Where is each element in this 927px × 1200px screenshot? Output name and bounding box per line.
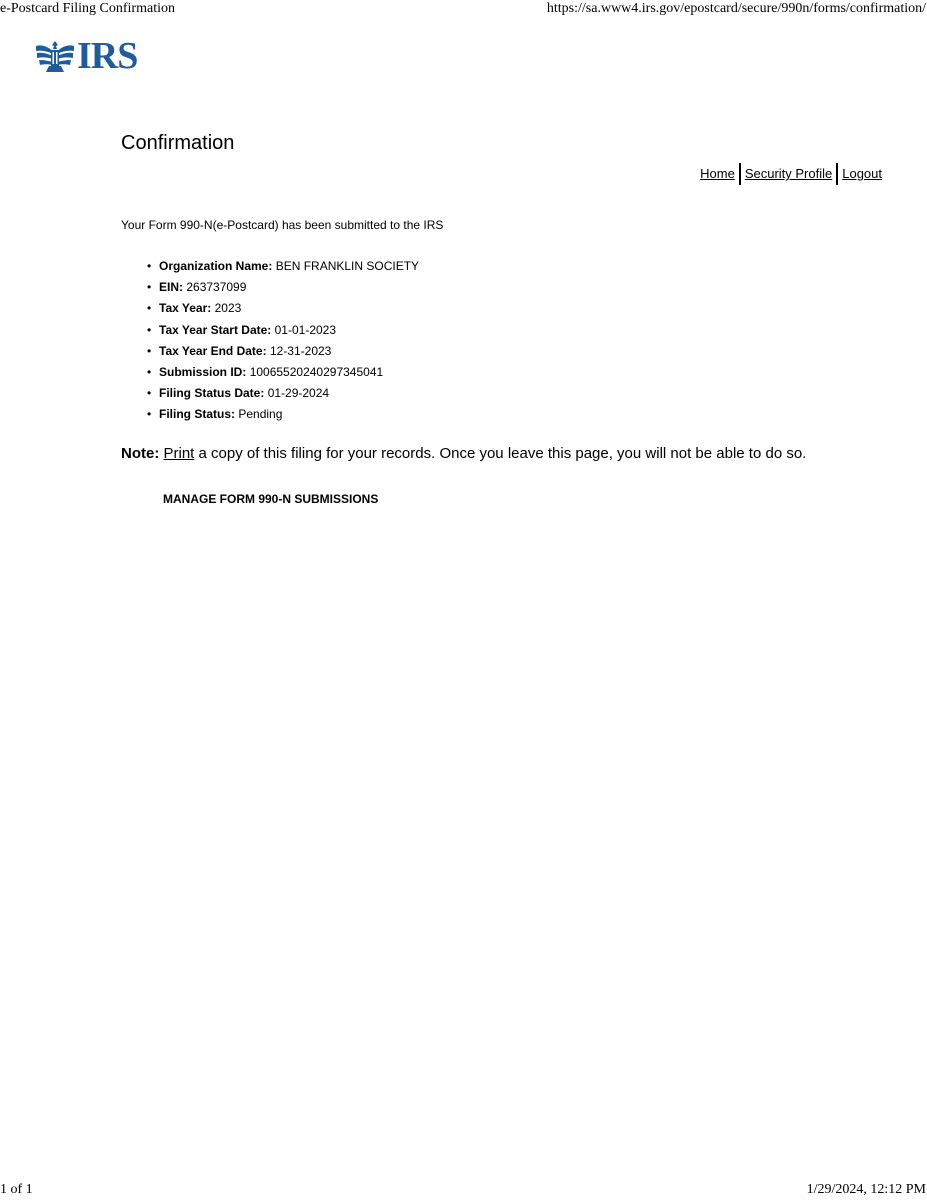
detail-tax-year-start-date [121,320,419,341]
print-page-title: e-Postcard Filing Confirmation [0,1,175,16]
detail-tax-year [121,298,419,319]
bullet: • [147,280,152,295]
print-page-count: 1 of 1 [0,1182,33,1197]
print-note [121,444,806,464]
print-datetime: 1/29/2024, 12:12 PM [806,1182,926,1197]
irs-eagle-icon [34,38,76,74]
security-profile-link[interactable]: Security Profile [744,166,833,181]
detail-label: Submission ID: [159,364,247,379]
page-title: Confirmation [121,132,235,155]
print-footer [0,1182,927,1200]
submission-message: Your Form 990-N(e-Postcard) has been submitted to the IRS [121,218,444,232]
print-page-url: https://sa.www4.irs.gov/epostcard/secure/990n/forms/confirmation/ [546,1,926,16]
bullet: • [147,407,152,422]
note-label: Note: [121,445,160,462]
irs-logo[interactable] [34,35,138,77]
detail-ein [121,277,419,298]
logout-link[interactable]: Logout [842,166,882,181]
note-text: a copy of this filing for your records. Once you leave this page, you will not be able to do so. [194,445,807,462]
detail-tax-year-end-date [121,341,419,362]
print-header [0,1,927,19]
irs-logo-text: IRS [77,35,138,77]
print-link[interactable]: Print [163,445,195,462]
bullet: • [147,343,152,358]
bullet: • [147,259,152,273]
detail-value: Pending [238,407,283,422]
bullet: • [147,301,152,316]
detail-label: Organization Name: [159,259,273,273]
submission-details-list [121,256,419,426]
detail-label: Tax Year: [159,301,212,316]
top-nav [696,163,886,185]
detail-organization-name [121,256,419,277]
detail-value: 263737099 [186,280,247,295]
bullet: • [147,386,152,401]
detail-value: 01-01-2023 [274,322,337,337]
manage-submissions-link[interactable]: MANAGE FORM 990-N SUBMISSIONS [163,492,379,506]
detail-value: 2023 [214,301,242,316]
detail-filing-status [121,404,419,425]
detail-value: 01-29-2024 [267,386,330,401]
home-link[interactable]: Home [700,166,735,181]
bullet: • [147,322,152,337]
detail-label: Tax Year Start Date: [159,322,272,337]
detail-label: EIN: [159,280,183,295]
bullet: • [147,364,152,379]
detail-value: 12-31-2023 [269,343,332,358]
detail-value: 10065520240297345041 [249,364,384,379]
detail-submission-id [121,362,419,383]
detail-label: Filing Status: [159,407,235,422]
detail-filing-status-date [121,383,419,404]
detail-label: Filing Status Date: [159,386,265,401]
detail-value: BEN FRANKLIN SOCIETY [275,259,420,273]
detail-label: Tax Year End Date: [159,343,267,358]
